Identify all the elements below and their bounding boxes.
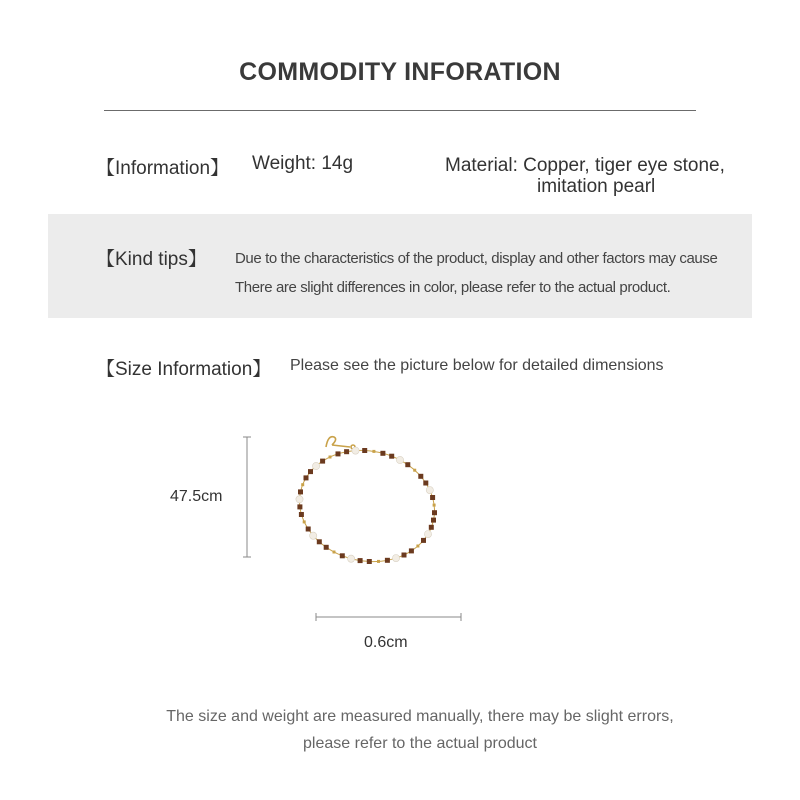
- tiger-eye-bead: [429, 525, 434, 530]
- gold-spacer-bead: [377, 560, 380, 563]
- pearl-bead: [296, 496, 303, 503]
- length-dimension-line: [243, 437, 251, 557]
- tiger-eye-bead: [362, 448, 367, 453]
- tiger-eye-bead: [431, 518, 436, 523]
- page-title: COMMODITY INFORATION: [239, 58, 561, 86]
- kind-tips-line-1: Due to the characteristics of the product, display and other factors may cause: [235, 250, 718, 267]
- necklace-image: [240, 425, 480, 625]
- pearl-bead: [426, 487, 433, 494]
- bead-strand: [289, 438, 445, 574]
- title-divider: [104, 110, 696, 111]
- pearl-bead: [392, 555, 399, 562]
- footer-line-2: please refer to the actual product: [303, 735, 537, 752]
- pearl-bead: [313, 462, 320, 469]
- kind-tips-line-2: There are slight differences in color, please refer to the actual product.: [235, 279, 671, 296]
- tiger-eye-bead: [298, 489, 303, 494]
- tiger-eye-bead: [423, 481, 428, 486]
- footer-line-1: The size and weight are measured manually, there may be slight errors,: [166, 708, 674, 725]
- gold-spacer-bead: [372, 450, 375, 453]
- gold-spacer-bead: [333, 551, 336, 554]
- width-dimension-line: [316, 613, 461, 621]
- tiger-eye-bead: [405, 462, 410, 467]
- kind-tips-label: 【Kind tips】: [96, 249, 207, 270]
- length-dimension: 47.5cm: [170, 488, 223, 505]
- clasp-icon: [326, 437, 355, 449]
- material-value: [445, 155, 725, 197]
- tiger-eye-bead: [317, 539, 322, 544]
- pearl-bead: [352, 447, 359, 454]
- tiger-eye-bead: [304, 475, 309, 480]
- kind-tips-text: [235, 244, 717, 302]
- size-description: Please see the picture below for detailed dimensions: [290, 357, 664, 374]
- gold-spacer-bead: [303, 520, 306, 523]
- material-line-2: imitation pearl: [537, 176, 656, 197]
- tiger-eye-bead: [299, 512, 304, 517]
- gold-spacer-bead: [416, 545, 419, 548]
- pearl-bead: [310, 532, 317, 539]
- tiger-eye-bead: [340, 553, 345, 558]
- tiger-eye-bead: [306, 527, 311, 532]
- width-dimension: 0.6cm: [364, 634, 408, 651]
- gold-spacer-bead: [433, 504, 436, 507]
- tiger-eye-bead: [367, 559, 372, 564]
- weight-value: Weight: 14g: [252, 153, 354, 174]
- footer-note: [0, 703, 800, 757]
- tiger-eye-bead: [418, 474, 423, 479]
- tiger-eye-bead: [409, 548, 414, 553]
- tiger-eye-bead: [385, 558, 390, 563]
- tiger-eye-bead: [344, 449, 349, 454]
- tiger-eye-bead: [432, 510, 437, 515]
- pearl-bead: [424, 531, 431, 538]
- tiger-eye-bead: [324, 545, 329, 550]
- tiger-eye-bead: [402, 553, 407, 558]
- gold-spacer-bead: [301, 483, 304, 486]
- size-information-label: 【Size Information】: [96, 359, 272, 380]
- material-line-1: Material: Copper, tiger eye stone,: [445, 155, 725, 176]
- tiger-eye-bead: [430, 495, 435, 500]
- pearl-bead: [396, 456, 403, 463]
- gold-spacer-bead: [329, 456, 332, 459]
- gold-spacer-bead: [413, 469, 416, 472]
- tiger-eye-bead: [380, 451, 385, 456]
- tiger-eye-bead: [297, 504, 302, 509]
- pearl-bead: [348, 555, 355, 562]
- tiger-eye-bead: [421, 538, 426, 543]
- tiger-eye-bead: [308, 469, 313, 474]
- tiger-eye-bead: [336, 451, 341, 456]
- tiger-eye-bead: [320, 459, 325, 464]
- tiger-eye-bead: [358, 558, 363, 563]
- tiger-eye-bead: [389, 454, 394, 459]
- information-label: 【Information】: [96, 158, 230, 179]
